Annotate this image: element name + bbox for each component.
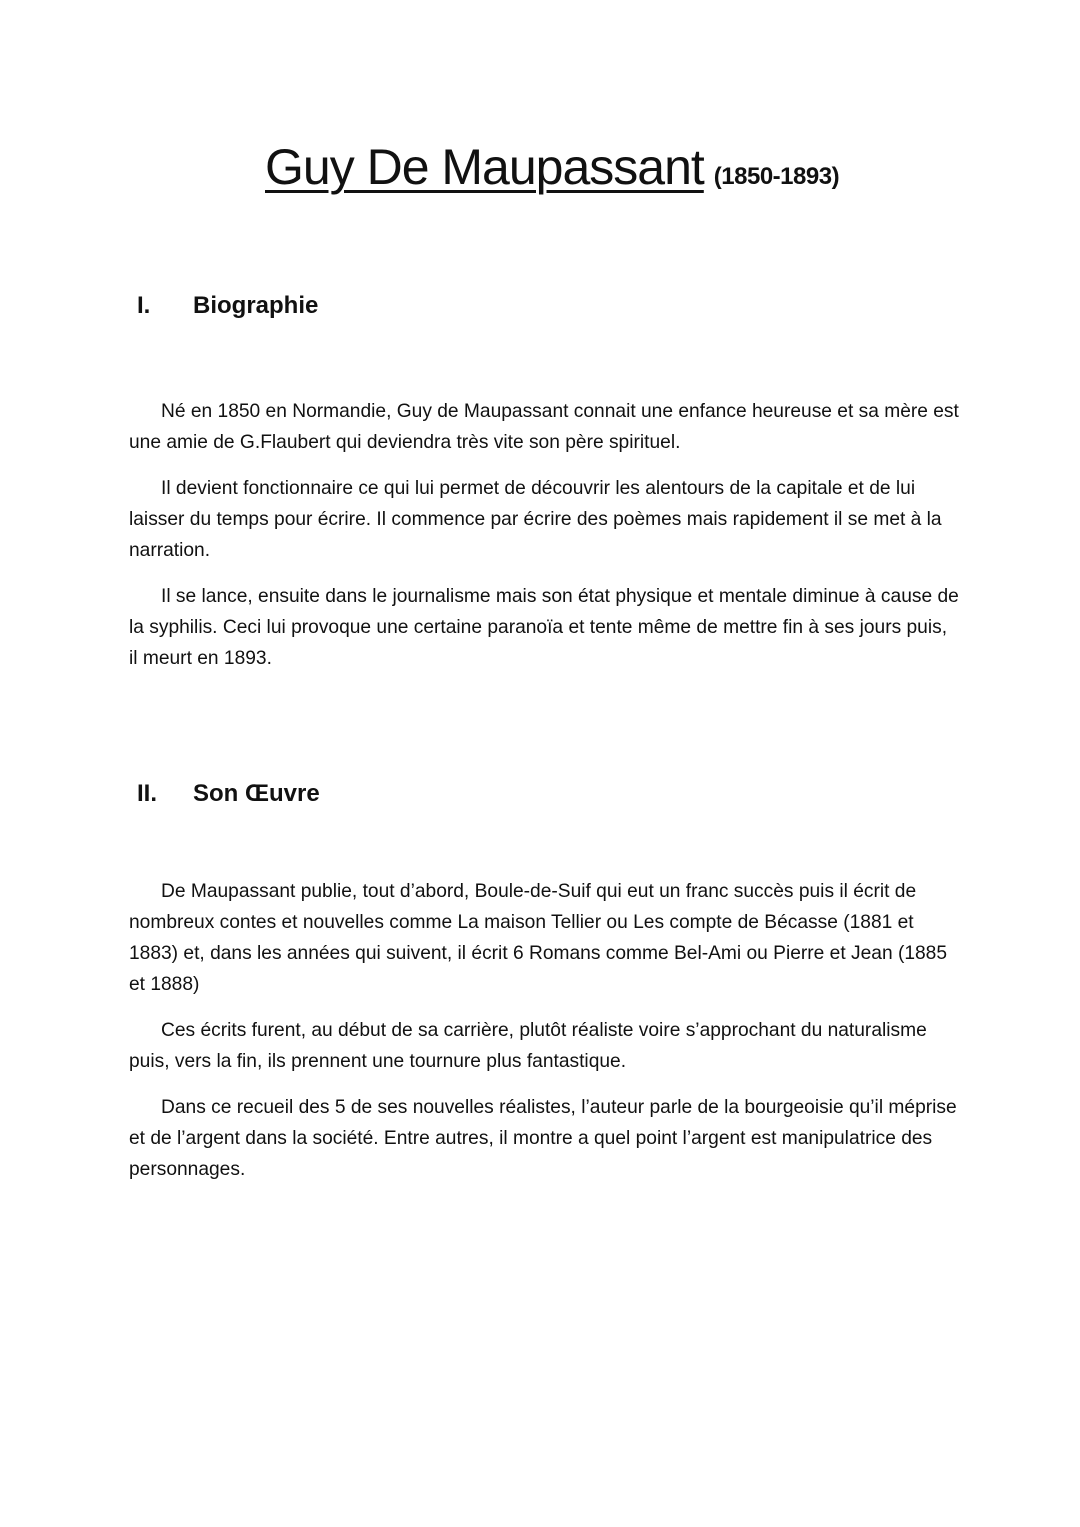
paragraph: Il se lance, ensuite dans le journalisme mais son état physique et mentale diminue à cause de la syphilis. Ceci lui provoque une certaine paranoïa et tente même de mettre fin à ses jours puis, il meurt en 1893.	[129, 586, 959, 669]
title-name: Guy De Maupassant	[265, 139, 704, 195]
section-heading-biographie	[137, 292, 318, 320]
paragraph: Il devient fonctionnaire ce qui lui permet de découvrir les alentours de la capitale et de lui laisser du temps pour écrire. Il commence par écrire des poèmes mais rapidement il se met à la narration.	[129, 478, 942, 561]
paragraph: Ces écrits furent, au début de sa carrière, plutôt réaliste voire s’approchant du naturalisme puis, vers la fin, ils prennent une tournure plus fantastique.	[129, 1020, 927, 1072]
section-body-oeuvre	[129, 876, 959, 1200]
section-number: II.	[137, 780, 158, 807]
section-body-biographie	[129, 396, 959, 689]
paragraph: De Maupassant publie, tout d’abord, Boule-de-Suif qui eut un franc succès puis il écrit de nombreux contes et nouvelles comme La maison Tellier ou Les compte de Bécasse (1881 et 1883) et, dans les années qui suivent, il écrit 6 Romans comme Bel-Ami ou Pierre et Jean (1885 et 1888)	[129, 881, 948, 995]
section-number: I.	[137, 292, 151, 319]
section-heading-oeuvre	[137, 780, 320, 808]
paragraph: Dans ce recueil des 5 de ses nouvelles réalistes, l’auteur parle de la bourgeoisie qu’il méprise et de l’argent dans la société. Entre autres, il montre a quel point l’argent est manipulatrice des personnages.	[129, 1097, 957, 1180]
paragraph: Né en 1850 en Normandie, Guy de Maupassant connait une enfance heureuse et sa mère est une amie de G.Flaubert qui deviendra très vite son père spirituel.	[129, 401, 959, 453]
document-title	[265, 138, 839, 196]
section-title: Biographie	[193, 292, 319, 319]
title-dates: (1850-1893)	[713, 163, 840, 190]
section-title: Son Œuvre	[193, 780, 320, 807]
